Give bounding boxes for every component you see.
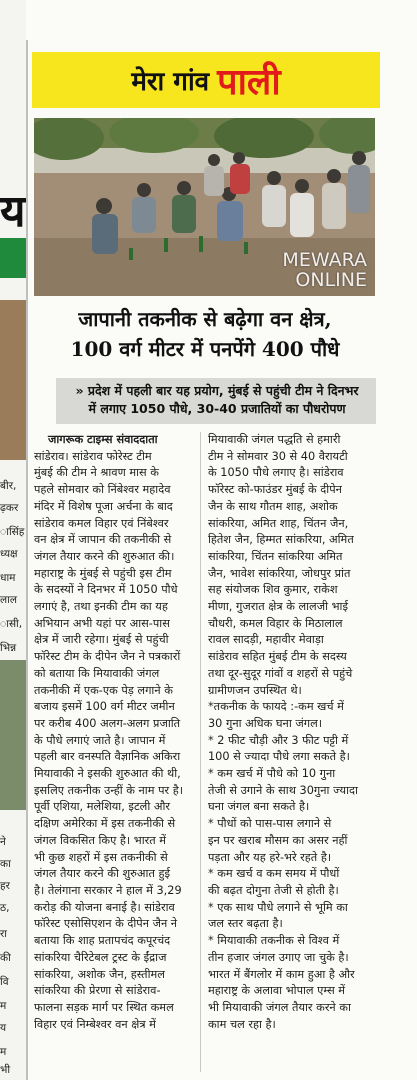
article-line: * एक साथ पौधे लगाने से भूमि का bbox=[208, 900, 348, 914]
article-line: * मियावाकी तकनीक से विश्व में bbox=[208, 934, 340, 948]
article-line: है। तेलंगाना सरकार ने हाल में 3,29 bbox=[34, 883, 182, 897]
article-line: तीन हजार जंगल उगाए जा चुके है। bbox=[208, 950, 349, 964]
article-line: जल स्तर बढ़ता है। bbox=[208, 917, 283, 931]
article-line: भी मियावाकी जंगल तैयार करने का bbox=[208, 1000, 351, 1014]
photo-watermark bbox=[282, 250, 367, 290]
article-line: के सदस्यों ने दिनभर में 1050 पौधे bbox=[34, 583, 178, 597]
article-line: मंदिर में विशेष पूजा अर्चना के बाद bbox=[34, 499, 173, 513]
adjacent-text-fragment: ध्यक्ष bbox=[0, 548, 18, 560]
article-line: फॉरेस्ट को-फाउंडर मुंबई के दीपेन bbox=[208, 483, 342, 497]
adjacent-photo bbox=[0, 300, 26, 460]
adjacent-photo-2 bbox=[0, 660, 26, 810]
article-line: सांकरिया की प्रेरणा से सांडेराव- bbox=[34, 984, 161, 998]
article-line: 100 से ज्यादा पौधे लगा सकते है। bbox=[208, 750, 350, 764]
article-line: रावल सादड़ी, महावीर मेवाड़ा bbox=[208, 633, 324, 647]
article-line: मीणा, गुजरात क्षेत्र के लालजी भाई bbox=[208, 600, 349, 614]
article-line: वन क्षेत्र में जापान की तकनीकी से bbox=[34, 533, 172, 547]
article-line: इन पर खराब मौसम का असर नहीं bbox=[208, 833, 348, 847]
green-band bbox=[0, 238, 26, 278]
adjacent-text-fragment: ढ़कर bbox=[0, 502, 19, 514]
article-line: बजाय इसमें 100 वर्ग मीटर जमीन bbox=[34, 700, 175, 714]
adjacent-article-strip bbox=[0, 0, 26, 1080]
article-line: काम चल रहा है। bbox=[208, 1017, 276, 1031]
article-line: चौधरी, कमल विहार के मिठालाल bbox=[208, 616, 343, 630]
adjacent-text-fragment: रा bbox=[0, 928, 8, 940]
article-line: महाराष्ट्र के अलावा भोपाल एम्स में bbox=[208, 984, 346, 998]
headline-line2: 100 वर्ग मीटर में पनपेंगे 400 पौधे bbox=[70, 337, 340, 361]
article-line: जैन के साथ गौतम शाह, अशोक bbox=[208, 499, 338, 513]
article-line: फॉरेस्ट टीम के दीपेन जैन ने पत्रकारों bbox=[34, 650, 181, 664]
article-line: * पौधों को पास-पास लगाने से bbox=[208, 817, 332, 831]
article-line: सांकरिया, अशोक जैन, हस्तीमल bbox=[34, 967, 165, 981]
adjacent-text-fragment: धाम bbox=[0, 572, 16, 584]
adjacent-text-fragment: य bbox=[0, 1022, 7, 1034]
adjacent-text-fragment: हर bbox=[0, 880, 10, 892]
article-line: तथा दूर-सुदूर गांवों व शहरों से पहुंचे bbox=[208, 666, 353, 680]
article-line: मियावाकी ने इसकी शुरुआत की थी, bbox=[34, 767, 181, 781]
article-line: करोड़ की योजना बनाई है। सांडेराव bbox=[34, 900, 175, 914]
adjacent-text-fragment: भिन्न bbox=[0, 642, 17, 654]
article-line: *तकनीक के फायदे :-कम खर्च में bbox=[208, 700, 344, 714]
article-line: घना जंगल बना सकते है। bbox=[208, 800, 310, 814]
adjacent-text-fragment: वि bbox=[0, 976, 9, 988]
article-line: विहार एवं निम्बेश्वर वन क्षेत्र में bbox=[34, 1017, 156, 1031]
subhead-line2: में लगाए 1050 पौधे, 30-40 प्रजातियों का पौधरोपण bbox=[88, 401, 346, 416]
subhead-line1: » प्रदेश में पहली बार यह प्रयोग, मुंबई से पहुंची टीम ने दिनभर bbox=[75, 383, 359, 398]
article-line: तेजी से उगाने के साथ 30गुना ज्यादा bbox=[208, 783, 358, 797]
article-line: के पौधे लगाएं जाते है। जापान में bbox=[34, 733, 166, 747]
article-line: पूर्वी एशिया, मलेशिया, इटली और bbox=[34, 800, 171, 814]
column-rule bbox=[26, 40, 28, 1080]
article-subhead bbox=[56, 378, 376, 424]
article-line: ग्रामीणजन उपस्थित थे। bbox=[208, 683, 302, 697]
article-line: दक्षिण अमेरिका में इस तकनीकी से bbox=[34, 817, 176, 831]
section-banner bbox=[32, 52, 380, 108]
article-line: 30 गुना अधिक घना जंगल। bbox=[208, 716, 323, 730]
banner-prefix: मेरा गांव bbox=[131, 67, 210, 97]
article-line: अभियान अभी यहां पर आस-पास bbox=[34, 616, 170, 630]
article-line: पहली बार वनस्पति वैज्ञानिक अकिरा bbox=[34, 750, 181, 764]
watermark-line1: MEWARA bbox=[282, 249, 367, 271]
article-line: जंगल तैयार करने की शुरुआत की। bbox=[34, 549, 175, 563]
article-line: भी कुछ शहरों में इस तकनीकी से bbox=[34, 850, 168, 864]
article-line: सांडेराव सहित मुंबई टीम के सदस्य bbox=[208, 650, 347, 664]
article-line: की बढ़त दोगुना तेजी से होती है। bbox=[208, 883, 339, 897]
article-line: बताया कि शाह प्रतापचंद कपूरचंद bbox=[34, 934, 171, 948]
article-line: सांकरिया, अमित शाह, चिंतन जैन, bbox=[208, 516, 349, 530]
headline-line1: जापानी तकनीक से बढ़ेगा वन क्षेत्र, bbox=[78, 307, 332, 331]
article-line: जंगल तैयार करने की शुरुआत हुई bbox=[34, 867, 171, 881]
watermark-line2: ONLINE bbox=[295, 269, 367, 291]
adjacent-text-fragment: लाल bbox=[0, 594, 17, 606]
article-column-2 bbox=[208, 432, 378, 1033]
adjacent-text-fragment: ासिंह bbox=[0, 526, 25, 538]
adjacent-text-fragment: ठ, bbox=[0, 902, 10, 914]
article-line: पड़ता और यह हरे-भरे रहते है। bbox=[208, 850, 332, 864]
article-line: को बताया कि मियावाकी जंगल bbox=[34, 666, 160, 680]
article-line: सांडेराव। सांडेराव फोरेस्ट टीम bbox=[34, 449, 152, 463]
article-line: लगाएं है, तथा इनकी टीम का यह bbox=[34, 600, 168, 614]
article-line: हितेश जैन, हिम्मत सांकरिया, अमित bbox=[208, 533, 354, 547]
article-line: मियावाकी जंगल पद्धति से हमारी bbox=[208, 433, 341, 446]
article-line: पहले सोमवार को निंबेश्वर महादेव bbox=[34, 483, 171, 497]
article-line: सह संयोजक शिव कुमार, राकेश bbox=[208, 583, 338, 597]
adjacent-text-fragment: की bbox=[0, 952, 11, 964]
article-line: * कम खर्च में पौधे को 10 गुना bbox=[208, 767, 336, 781]
article-line: के 1050 पौधे लगाए है। सांडेराव bbox=[208, 466, 344, 480]
adjacent-text-fragment: बीर, bbox=[0, 480, 17, 492]
article-line: पर करीब 400 अलग-अलग प्रजाति bbox=[34, 716, 181, 730]
news-photo bbox=[34, 118, 375, 296]
article-headline bbox=[34, 304, 376, 364]
article-line: महाराष्ट्र के मुंबई से पहुंची इस टीम bbox=[34, 566, 172, 580]
adjacent-text-fragment: म bbox=[0, 1000, 7, 1012]
article-line: मुंबई की टीम ने श्रावण मास के bbox=[34, 466, 159, 480]
article-line: सांकरिया चैरिटेबल ट्रस्ट के ईंद्राज bbox=[34, 950, 167, 964]
article-line: इसलिए तकनीक उन्हीं के नाम पर है। bbox=[34, 783, 183, 797]
article-line: फॉरेस्ट एसोसिएशन के दीपेन जैन ने bbox=[34, 917, 178, 931]
article-line: सांकरिया, चिंतन सांकरिया अमित bbox=[208, 549, 343, 563]
adjacent-text-fragment: ासी, bbox=[0, 618, 23, 630]
article-line: फालना सड़क मार्ग पर स्थित कमल bbox=[34, 1000, 174, 1014]
adjacent-headline-glyph: य bbox=[0, 186, 26, 237]
article-line: सांडेराव कमल विहार एवं निंबेश्वर bbox=[34, 516, 169, 530]
article-line: टीम ने सोमवार 30 से 40 वैरायटी bbox=[208, 449, 348, 463]
adjacent-text-fragment: म bbox=[0, 1046, 7, 1058]
article-line: जैन, भावेश सांकरिया, जोधपुर प्रांत bbox=[208, 566, 351, 580]
article-line: क्षेत्र में जारी रहेगा। मुंबई से पहुंची bbox=[34, 633, 169, 647]
column-divider bbox=[200, 432, 201, 1072]
article-line: * 2 फीट चौड़ी और 3 फीट पट्टी में bbox=[208, 733, 349, 747]
article-line: जंगल विकसित किए है। भारत में bbox=[34, 833, 167, 847]
article-line: तकनीकी में एक-एक पेड़ लगाने के bbox=[34, 683, 173, 697]
article-line: भारत में बैंगलोर में काम हुआ है और bbox=[208, 967, 355, 981]
adjacent-text-fragment: ने bbox=[0, 836, 6, 848]
article-line: * कम खर्च व कम समय में पौधों bbox=[208, 867, 340, 881]
banner-title: पाली bbox=[217, 60, 281, 103]
adjacent-text-fragment: का bbox=[0, 858, 11, 870]
article-column-1 bbox=[34, 432, 194, 1033]
byline: जागरूक टाइम्स संवाददाता bbox=[48, 433, 158, 446]
adjacent-text-fragment: भी bbox=[0, 1064, 11, 1076]
